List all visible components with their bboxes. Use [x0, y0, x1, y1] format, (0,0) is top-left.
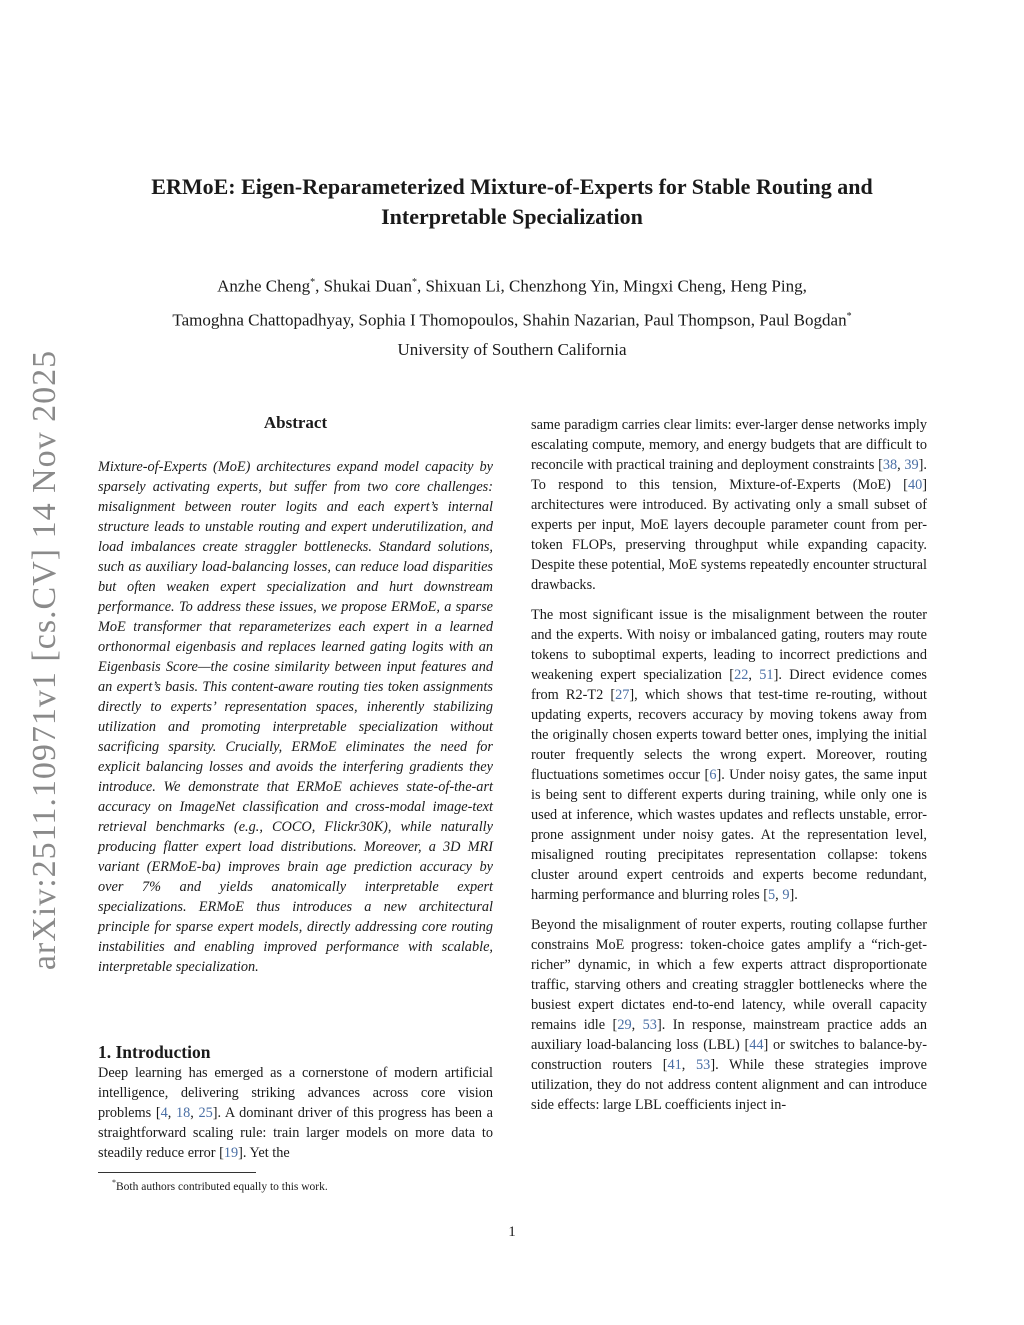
affiliation: University of Southern California [397, 340, 627, 360]
citation-link[interactable]: 19 [223, 1145, 239, 1161]
title-line-1: ERMoE: Eigen-Reparameterized Mixture-of-Experts for Stable Routing and [151, 174, 873, 199]
page-number: 1 [508, 1224, 516, 1240]
right-column [531, 415, 927, 1125]
body-text: , [190, 1105, 199, 1121]
body-text: The most significant issue is the misalignment between the router and the experts. With noisy or imbalanced gating, routers may route tokens to suboptimal experts, leading to incorrect predictions and weakening expert specialization [ [531, 607, 927, 683]
author-names: Tamoghna Chattopadhyay, Sophia I Thomopoulos, Shahin Nazarian, Paul Thompson, Paul Bogdan [172, 310, 847, 330]
author-line-2 [80, 302, 944, 336]
body-text: ]. Direct evidence comes from R2-T2 [ [531, 667, 927, 703]
author-line-1 [80, 268, 944, 302]
citation-link[interactable]: 9 [782, 887, 790, 903]
citation-link[interactable]: 53 [642, 1017, 657, 1033]
intro-paragraph-3 [531, 605, 927, 905]
body-text: same paradigm carries clear limits: ever-larger dense networks imply escalating compute, memory, and energy budgets that are difficult to reconcile with practical training and deployment constraints [ [531, 417, 927, 473]
author-name: Anzhe Cheng [217, 276, 311, 296]
citation-link[interactable]: 6 [709, 767, 717, 783]
section-heading-introduction: 1. Introduction [98, 1042, 211, 1062]
body-text: ]. Under noisy gates, the same input is being sent to different experts during training, while only one is used at inference, which wastes updates and reflects unstable, error-prone assignment under noisy gates. At the representation level, misaligned routing precipitates representation collapse: tokens cluster around expert centroids and experts become redundant, harming performance and blurring roles [ [531, 767, 927, 903]
citation-link[interactable]: 44 [749, 1037, 764, 1053]
equal-contribution-mark: * [310, 277, 316, 288]
body-text: ]. A dominant driver of this progress has been a straightforward scaling rule: train larger models on more data to steadily reduce error [ [98, 1105, 493, 1161]
body-text: ]. In response, mainstream practice adds an auxiliary load-balancing loss (LBL) [ [531, 1017, 928, 1053]
citation-link[interactable]: 4 [160, 1105, 168, 1121]
body-text: , [681, 1057, 697, 1073]
body-text: ] or switches to balance-by-construction routers [ [531, 1037, 927, 1073]
footnote-mark: * [112, 1178, 116, 1187]
arxiv-stamp: arXiv:2511.10971v1 [cs.CV] 14 Nov 2025 [26, 349, 63, 971]
citation-link[interactable]: 38 [882, 457, 898, 473]
body-text: , [167, 1105, 176, 1121]
author-name: , Shukai Duan [315, 276, 412, 296]
author-names: , Shixuan Li, Chenzhong Yin, Mingxi Cheng, Heng Ping, [416, 276, 807, 296]
abstract-heading: Abstract [263, 413, 328, 432]
body-text: Beyond the misalignment of router experts, routing collapse further constrains MoE progress: token-choice gates amplify a “rich-get-richer” dynamic, in which a few experts attract disproportionate traffic, starving others and creating straggler bottlenecks where the busiest expert dictates end-to-end latency, while overall capacity remains idle [ [531, 917, 927, 1033]
equal-contribution-mark: * [411, 277, 417, 288]
body-text: ]. [789, 887, 798, 903]
body-text: , [775, 887, 783, 903]
intro-paragraph-2 [531, 415, 927, 595]
body-text: ], which shows that test-time re-routing, without updating experts, recovers accuracy by moving tokens away from the originally chosen experts toward better ones, implying the initial router frequently selects the wrong expert. Moreover, routing fluctuations sometimes occur [ [531, 687, 927, 783]
citation-link[interactable]: 25 [198, 1105, 213, 1121]
citation-link[interactable]: 39 [904, 457, 919, 473]
citation-link[interactable]: 18 [175, 1105, 191, 1121]
body-text: , [631, 1017, 643, 1033]
footnote-rule [98, 1172, 256, 1173]
intro-paragraph-4 [531, 915, 927, 1115]
intro-paragraph-1 [98, 1063, 493, 1163]
body-text: Deep learning has emerged as a cornerstone of modern artificial intelligence, delivering striking advances across core vision problems [ [98, 1065, 493, 1121]
body-text: ]. To respond to this tension, Mixture-of-Experts (MoE) [ [531, 457, 927, 493]
footnote [112, 1178, 328, 1193]
body-text: , [748, 667, 760, 683]
author-block [80, 268, 944, 365]
citation-link[interactable]: 51 [759, 667, 774, 683]
abstract-text: Mixture-of-Experts (MoE) architectures expand model capacity by sparsely activating experts, but suffer from two core challenges: misalignment between router logits and each expert’s internal structure leads to unstable routing and expert underutilization, and load imbalances create straggler bottlenecks. Standard solutions, such as auxiliary load-balancing losses, can reduce load disparities but often weaken expert specialization and hurt downstream performance. To address these issues, we propose ERMoE, a sparse MoE transformer that reparameterizes each expert in a learned orthonormal eigenbasis and replaces learned gating logits with an Eigenbasis Score—the cosine similarity between input features and an expert’s basis. This content-aware routing ties token assignments directly to experts’ representation spaces, inherently stabilizing utilization and promoting interpretable specialization without sacrificing sparsity. Crucially, ERMoE eliminates the need for explicit balancing losses and avoids the interfering gradients they introduce. We demonstrate that ERMoE achieves state-of-the-art accuracy on ImageNet classification and cross-modal image-text retrieval benchmarks (e.g., COCO, Flickr30K), while naturally producing flatter expert load distributions. Moreover, a 3D MRI variant (ERMoE-ba) improves brain age prediction accuracy by over 7% and yields anatomically interpretable expert specializations. ERMoE thus introduces a new architectural principle for sparse expert models, directly addressing core routing instabilities and enabling improved performance with scalable, interpretable specialization. [98, 459, 493, 975]
paper-title [90, 172, 934, 232]
body-text: ]. Yet the [238, 1145, 290, 1161]
footnote-text: Both authors contributed equally to this work. [116, 1180, 328, 1193]
body-text: ] architectures were introduced. By activating only a small subset of experts per input, MoE layers decouple parameter count from per-token FLOPs, preserving throughput while expanding capacity. Despite these potential, MoE systems repeatedly encounter structural drawbacks. [531, 477, 927, 593]
title-line-2: Interpretable Specialization [381, 204, 643, 229]
citation-link[interactable]: 40 [907, 477, 923, 493]
citation-link[interactable]: 22 [734, 667, 749, 683]
citation-link[interactable]: 5 [768, 887, 776, 903]
equal-contribution-mark: * [846, 310, 852, 322]
citation-link[interactable]: 29 [617, 1017, 632, 1033]
body-text: , [897, 457, 905, 473]
citation-link[interactable]: 27 [615, 687, 630, 703]
body-text: ]. While these strategies improve utilization, they do not address content alignment and can introduce side effects: large LBL coefficients inject in- [531, 1057, 927, 1113]
citation-link[interactable]: 53 [696, 1057, 711, 1073]
citation-link[interactable]: 41 [667, 1057, 682, 1073]
